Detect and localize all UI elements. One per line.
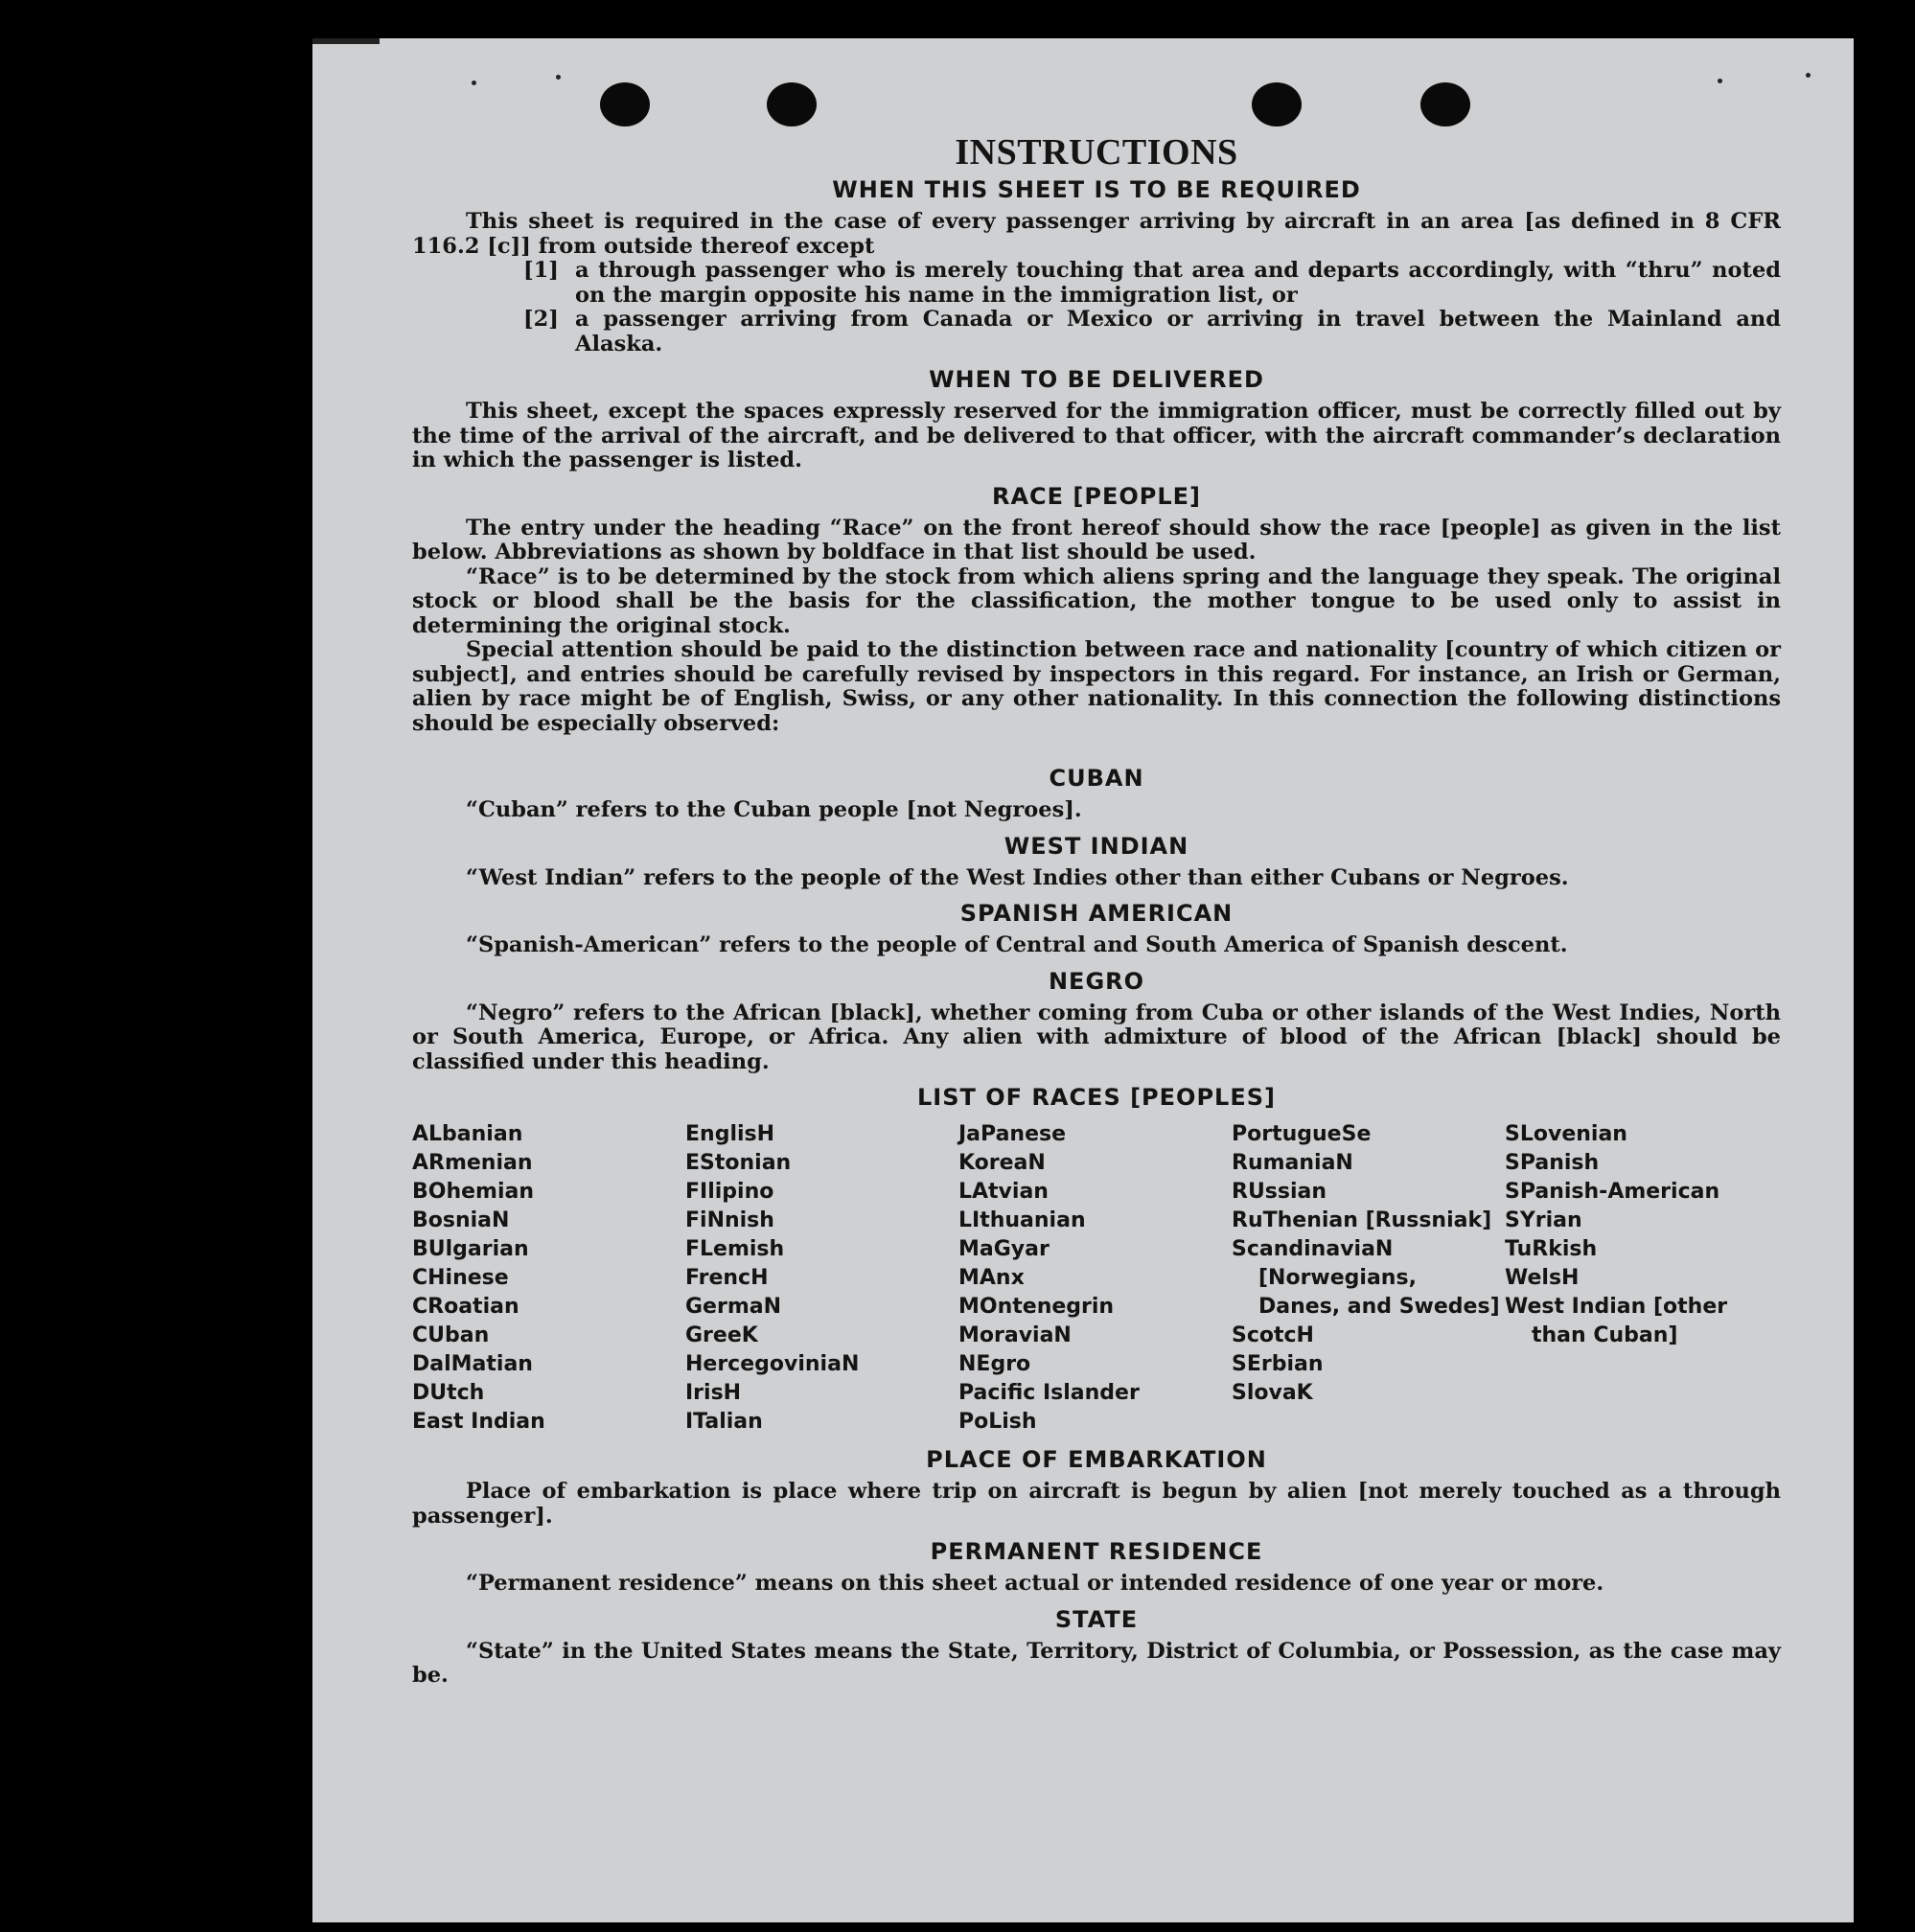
speck [556,75,561,80]
punch-hole [1252,82,1302,126]
punch-hole [600,82,650,126]
speck [1806,73,1811,78]
race-paragraph-1: The entry under the heading “Race” on the front hereof should show the race [people] as given in the list below. Abbreviations as shown by boldface in that list should be used. [412,515,1781,564]
exception-number: [1] [523,258,559,283]
cuban-text: “Cuban” refers to the Cuban people [not Negroes]. [466,797,1082,822]
section-heading-west-indian: WEST INDIAN [1004,832,1189,860]
residence-text: “Permanent residence” means on this sheet actual or intended residence of one year or more. [466,1571,1604,1596]
race-item: WelsH [1505,1266,1580,1290]
exception-item [523,308,1781,356]
section-heading-race: RACE [PEOPLE] [991,482,1202,510]
race-item: EStonian [685,1151,792,1175]
race-item: IrisH [685,1381,742,1405]
race-item: GermaN [685,1295,782,1319]
section-heading-required: WHEN THIS SHEET IS TO BE REQUIRED [832,176,1361,203]
section-heading-residence: PERMANENT RESIDENCE [930,1538,1263,1565]
race-item: FIlipino [685,1180,774,1204]
race-item: LIthuanian [958,1208,1086,1232]
race-item: DUtch [412,1381,485,1405]
race-item: MOntenegrin [958,1295,1115,1319]
race-item: CUban [412,1323,490,1347]
race-item: West Indian [other than Cuban] [1505,1295,1728,1347]
race-item: SLovenian [1505,1122,1627,1146]
race-item: KoreaN [958,1151,1046,1175]
section-heading-races: LIST OF RACES [PEOPLES] [917,1084,1276,1111]
required-intro: This sheet is required in the case of every passenger arriving by aircraft in an area [as defined in 8 CFR 116.2 [c]] from outside thereof except [412,209,1781,259]
section-heading-negro: NEGRO [1048,967,1145,995]
speck [472,80,476,85]
races-list [412,1120,1781,1437]
race-item: NEgro [958,1352,1031,1376]
race-item: MAnx [958,1266,1025,1290]
race-item: CHinese [412,1266,509,1290]
race-item: BOhemian [412,1180,535,1204]
races-column-1 [412,1120,685,1437]
race-item: East Indian [412,1410,545,1434]
section-heading-spanish-american: SPANISH AMERICAN [959,900,1234,927]
speck [1718,79,1722,83]
race-item: CRoatian [412,1295,519,1319]
race-item: ITalian [685,1410,763,1434]
exception-number: [2] [523,307,559,332]
exception-item [523,259,1781,308]
race-item: FiNnish [685,1208,774,1232]
races-column-5 [1505,1120,1778,1437]
section-heading-delivered: WHEN TO BE DELIVERED [929,366,1264,393]
race-item: BUlgarian [412,1237,529,1261]
race-item: ARmenian [412,1151,533,1175]
race-item: SErbian [1232,1352,1324,1376]
state-text: “State” in the United States means the State, Territory, District of Columbia, or Possession, as the case may be. [412,1638,1781,1688]
punch-hole [767,82,817,126]
delivered-text: This sheet, except the spaces expressly reserved for the immigration officer, must be correctly filled out by the time of the arrival of the aircraft, and be delivered to that officer, with the aircraft commander’s declaration in which the passenger is listed. [412,399,1781,472]
spanish-american-text: “Spanish-American” refers to the people of Central and South America of Spanish descent. [466,932,1568,957]
race-item: RuThenian [Russniak] [1232,1208,1492,1232]
race-item: LAtvian [958,1180,1049,1204]
race-item: EnglisH [685,1122,775,1146]
races-column-2 [685,1120,958,1437]
race-item: FrencH [685,1266,769,1290]
race-item: JaPanese [958,1122,1067,1146]
section-heading-state: STATE [1054,1605,1139,1633]
embarkation-text: Place of embarkation is place where trip on aircraft is begun by alien [not merely touched as a through passenger]. [412,1479,1781,1529]
race-item: HercegoviniaN [685,1352,860,1376]
page-title: INSTRUCTIONS [955,132,1238,172]
race-item: MoraviaN [958,1323,1072,1347]
race-paragraph-3: Special attention should be paid to the distinction between race and nationality [country of which citizen or subject], and entries should be carefully revised by inspectors in this regard. For instance, an Irish or German, alien by race might be of English, Swiss, or any other nationality. In this connection the following distinctions should be especially observed: [412,637,1781,736]
west-indian-text: “West Indian” refers to the people of the West Indies other than either Cubans or Negroes. [466,864,1569,890]
race-item: PortugueSe [1232,1122,1372,1146]
race-item: TuRkish [1505,1237,1598,1261]
race-item: MaGyar [958,1237,1050,1261]
race-item: DalMatian [412,1352,533,1376]
races-column-4 [1232,1120,1505,1437]
race-item: ScandinaviaN [Norwegians, Danes, and Swedes] [1232,1237,1500,1319]
exception-text: a passenger arriving from Canada or Mexico or arriving in travel between the Mainland and Alaska. [575,307,1781,356]
exception-text: a through passenger who is merely touching that area and departs accordingly, with “thru” noted on the margin opposite his name in the immigration list, or [575,258,1781,308]
race-paragraph-2: “Race” is to be determined by the stock from which aliens spring and the language they speak. The original stock or blood shall be the basis for the classification, the mother tongue to be used only to assist in determining the original stock. [412,564,1781,638]
race-item: GreeK [685,1323,758,1347]
document-sheet [312,38,1854,1922]
race-item: SPanish [1505,1151,1600,1175]
exception-list [523,259,1781,356]
instructions-content [412,132,1781,1689]
race-item: RUssian [1232,1180,1327,1204]
race-item: ScotcH [1232,1323,1314,1347]
punch-hole [1420,82,1470,126]
race-item: SPanish-American [1505,1180,1720,1204]
race-item: FLemish [685,1237,785,1261]
races-column-3 [958,1120,1232,1437]
negro-text: “Negro” refers to the African [black], whether coming from Cuba or other islands of the West Indies, North or South America, Europe, or Africa. Any alien with admixture of blood of the African [black] should be classified under this heading. [412,1000,1781,1074]
race-item: ALbanian [412,1122,523,1146]
race-item: BosniaN [412,1208,510,1232]
race-item: SYrian [1505,1208,1582,1232]
section-heading-cuban: CUBAN [1049,765,1144,792]
race-item: PoLish [958,1410,1037,1434]
race-item: RumaniaN [1232,1151,1353,1175]
section-heading-embarkation: PLACE OF EMBARKATION [926,1446,1267,1473]
race-item: SlovaK [1232,1381,1313,1405]
race-item: Pacific Islander [958,1381,1140,1405]
